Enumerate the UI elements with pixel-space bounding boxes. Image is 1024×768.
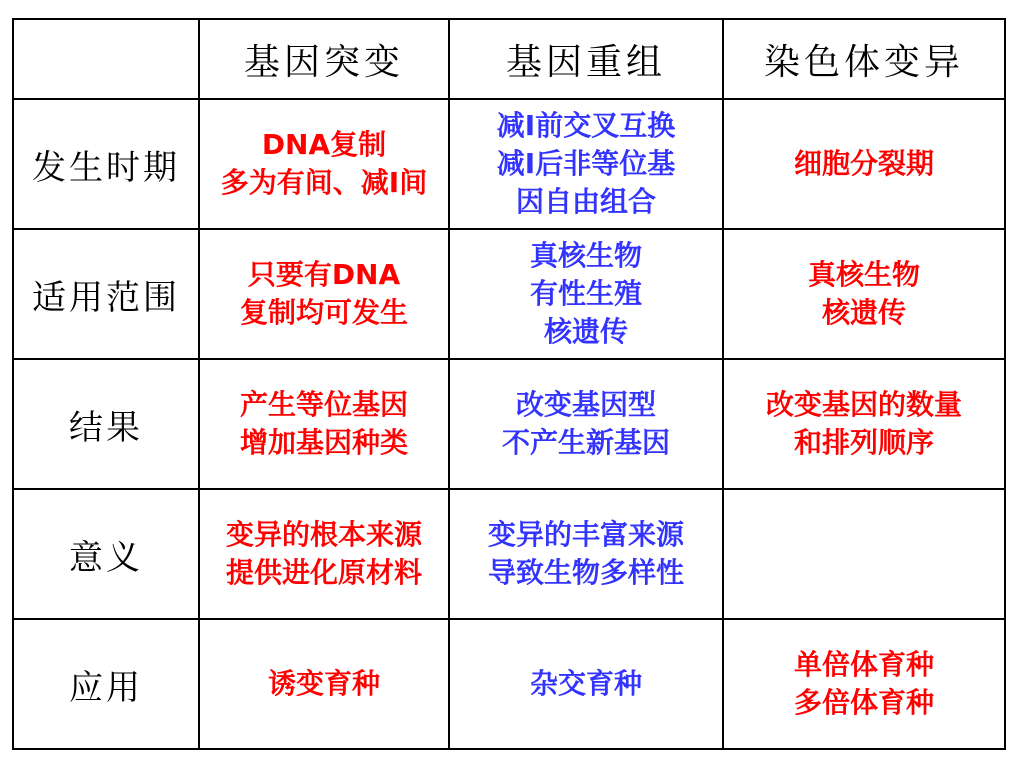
- cell-text: 真核生物: [807, 258, 920, 291]
- cell-recombination-application: [449, 619, 723, 749]
- table-row: [13, 359, 1005, 489]
- cell-text: 多为有间、减I间: [220, 166, 428, 199]
- cell-text: 变异的丰富来源: [487, 518, 684, 551]
- header-gene-recombination: 基因重组: [449, 19, 723, 99]
- table-row: [13, 229, 1005, 359]
- cell-mutation-result: [199, 359, 449, 489]
- cell-mutation-scope: [199, 229, 449, 359]
- cell-text: 减I前交叉互换: [496, 109, 676, 142]
- cell-chromosome-result: [723, 359, 1005, 489]
- header-chromosome-variation: 染色体变异: [723, 19, 1005, 99]
- cell-text: 产生等位基因: [239, 388, 408, 421]
- cell-text: 诱变育种: [267, 667, 380, 700]
- cell-text: 细胞分裂期: [793, 147, 934, 180]
- cell-text: 核遗传: [821, 296, 906, 329]
- cell-text: 杂交育种: [529, 667, 642, 700]
- cell-recombination-scope: [449, 229, 723, 359]
- cell-recombination-period: [449, 99, 723, 229]
- cell-chromosome-scope: [723, 229, 1005, 359]
- cell-text: 核遗传: [543, 315, 628, 348]
- cell-mutation-significance: [199, 489, 449, 619]
- cell-text: 只要有DNA: [247, 258, 401, 291]
- cell-text: 导致生物多样性: [487, 556, 684, 589]
- cell-text: 提供进化原材料: [225, 556, 422, 589]
- row-label-result: 结果: [13, 359, 199, 489]
- corner-cell: [13, 19, 199, 99]
- cell-text: 真核生物: [529, 239, 642, 272]
- row-label-application: 应用: [13, 619, 199, 749]
- table-row: [13, 489, 1005, 619]
- cell-text: DNA复制: [261, 128, 387, 161]
- row-label-significance: 意义: [13, 489, 199, 619]
- table-row: [13, 619, 1005, 749]
- row-label-occurrence-period: 发生时期: [13, 99, 199, 229]
- cell-chromosome-significance: [723, 489, 1005, 619]
- cell-text: 改变基因型: [515, 388, 656, 421]
- cell-text: 和排列顺序: [793, 426, 934, 459]
- row-label-scope: 适用范围: [13, 229, 199, 359]
- cell-mutation-period: [199, 99, 449, 229]
- table-row: [13, 99, 1005, 229]
- cell-text: 不产生新基因: [501, 426, 670, 459]
- cell-text: 复制均可发生: [239, 296, 408, 329]
- cell-text: 有性生殖: [529, 277, 642, 310]
- cell-chromosome-application: [723, 619, 1005, 749]
- cell-text: 改变基因的数量: [765, 388, 962, 421]
- cell-recombination-result: [449, 359, 723, 489]
- cell-chromosome-period: [723, 99, 1005, 229]
- comparison-table: [12, 18, 1006, 750]
- header-row: [13, 19, 1005, 99]
- cell-mutation-application: [199, 619, 449, 749]
- header-gene-mutation: 基因突变: [199, 19, 449, 99]
- cell-recombination-significance: [449, 489, 723, 619]
- cell-text: 因自由组合: [515, 185, 656, 218]
- cell-text: 多倍体育种: [793, 686, 934, 719]
- cell-text: 增加基因种类: [239, 426, 408, 459]
- cell-text: 单倍体育种: [793, 648, 934, 681]
- cell-text: 变异的根本来源: [225, 518, 422, 551]
- cell-text: 减I后非等位基: [496, 147, 676, 180]
